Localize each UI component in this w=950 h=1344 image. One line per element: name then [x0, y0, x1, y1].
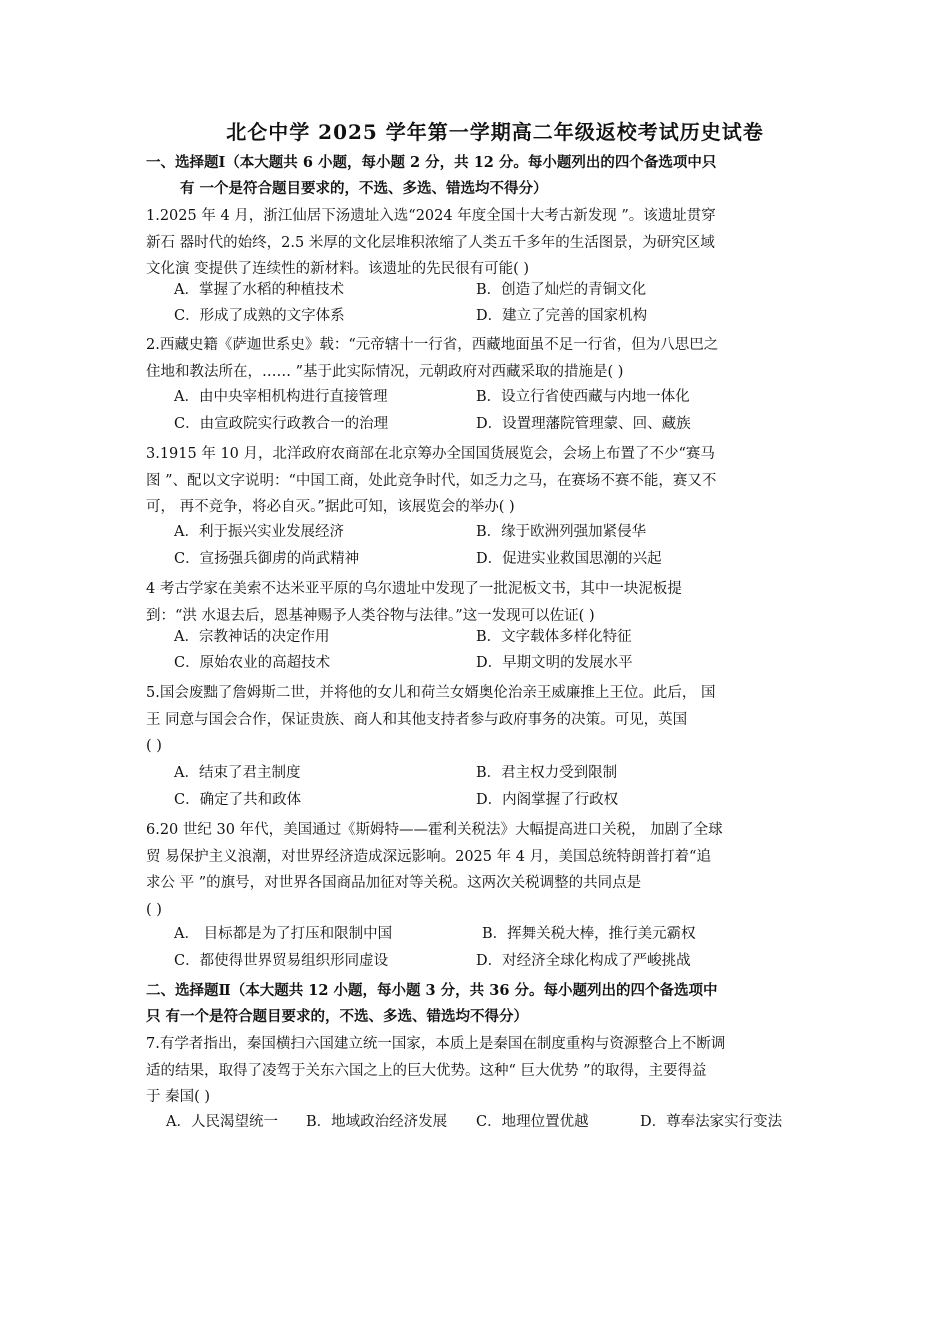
q4-option-d[interactable]: D．早期文明的发展水平: [476, 655, 633, 671]
question-7: [146, 1031, 812, 1111]
section-1-line1: 一、选择题Ⅰ（本大题共 6 小题，每小题 2 分，共 12 分。每小题列出的四个备选项中只: [146, 154, 717, 171]
q4-option-a[interactable]: A．宗教神话的决定作用: [174, 629, 330, 645]
question-6-line: 求公 平 ”的旗号，对世界各国商品加征对等关税。这两次关税调整的共同点是: [146, 875, 642, 891]
question-3-line: 3.1915 年 10 月，北洋政府农商部在北京筹办全国国货展览会，会场上布置了不少“赛马: [146, 446, 715, 462]
question-7-line: 于 秦国( ): [146, 1089, 211, 1105]
question-1-line: 文化演 变提供了连续性的新材料。该遗址的先民很有可能( ): [146, 261, 530, 277]
question-2-line: 2.西藏史籍《萨迦世系史》载：“元帝辖十一行省，西藏地面虽不足一行省，但为八思巴之: [146, 337, 719, 353]
q1-option-c[interactable]: C．形成了成熟的文字体系: [174, 308, 345, 324]
question-7-line: 适的结果，取得了凌驾于关东六国之上的巨大优势。这种“ 巨大优势 ”的取得，主要得益: [146, 1062, 707, 1079]
q3-option-a[interactable]: A．利于振兴实业发展经济: [174, 524, 344, 540]
section-2-heading: [146, 978, 812, 1030]
exam-title: 北仑中学 2025 学年第一学期高二年级返校考试历史试卷: [226, 120, 764, 144]
q2-option-b[interactable]: B．设立行省使西藏与内地一体化: [476, 389, 690, 405]
section-2-line2: 只 有一个是符合题目要求的，不选、多选、错选均不得分）: [146, 1008, 529, 1025]
q4-option-c[interactable]: C．原始农业的高超技术: [174, 655, 331, 671]
question-1-line: 新石 器时代的始终，2.5 米厚的文化层堆积浓缩了人类五千多年的生活图景，为研究区域: [146, 234, 715, 251]
question-3-line: 可， 再不竞争，将必自灭。”据此可知，该展览会的举办( ): [146, 499, 515, 515]
question-4-line: 4 考古学家在美索不达米亚平原的乌尔遗址中发现了一批泥板文书，其中一块泥板提: [146, 581, 682, 597]
q7-option-a[interactable]: A．人民渴望统一: [166, 1114, 278, 1130]
q1-option-a[interactable]: A．掌握了水稻的种植技术: [174, 282, 344, 298]
q3-option-b[interactable]: B．缘于欧洲列强加紧侵华: [476, 524, 647, 540]
q3-option-c[interactable]: C．宣扬强兵御虏的尚武精神: [174, 551, 360, 567]
question-3: [146, 441, 812, 521]
q1-option-d[interactable]: D．建立了完善的国家机构: [476, 308, 648, 324]
q1-option-b[interactable]: B．创造了灿烂的青铜文化: [476, 282, 647, 298]
question-1: [146, 203, 812, 283]
q3-option-d[interactable]: D．促进实业救国思潮的兴起: [476, 551, 662, 567]
q5-option-a[interactable]: A．结束了君主制度: [174, 765, 301, 781]
question-6: [146, 817, 812, 923]
question-5-line: 王 同意与国会合作，保证贵族、商人和其他支持者参与政府事务的决策。可见，英国: [146, 711, 688, 728]
q2-option-a[interactable]: A．由中央宰相机构进行直接管理: [174, 389, 388, 405]
q7-option-c[interactable]: C．地理位置优越: [476, 1114, 589, 1130]
q6-option-b[interactable]: B．挥舞关税大棒，推行美元霸权: [482, 926, 696, 942]
q5-option-d[interactable]: D．内阁掌握了行政权: [476, 792, 619, 808]
q2-option-c[interactable]: C．由宣政院实行政教合一的治理: [174, 416, 389, 432]
question-1-line: 1.2025 年 4 月，浙江仙居下汤遗址入选“2024 年度全国十大考古新发现 ”。该遗址贯穿: [146, 208, 716, 224]
q6-option-a[interactable]: A． 目标都是为了打压和限制中国: [174, 926, 393, 942]
question-4-line: 到：“洪 水退去后，恩基神赐予人类谷物与法律。”这一发现可以佐证( ): [146, 607, 595, 624]
question-7-line: 7.有学者指出，秦国横扫六国建立统一国家，本质上是秦国在制度重构与资源整合上不断调: [146, 1036, 726, 1052]
question-6-line: 贸 易保护主义浪潮，对世界经济造成深远影响。2025 年 4 月，美国总统特朗普打着“追: [146, 848, 711, 865]
section-1-line2: 有 一个是符合题目要求的，不选、多选、错选均不得分）: [180, 180, 548, 197]
q2-option-d[interactable]: D．设置理藩院管理蒙、回、藏族: [476, 416, 691, 432]
question-4: [146, 576, 812, 629]
section-2-line1: 二、选择题Ⅱ（本大题共 12 小题，每小题 3 分，共 36 分。每小题列出的四个备选项中: [146, 982, 718, 999]
question-6-line: 6.20 世纪 30 年代，美国通过《斯姆特——霍利关税法》大幅提高进口关税， 加剧了全球: [146, 822, 723, 838]
q4-option-b[interactable]: B．文字载体多样化特征: [476, 629, 632, 645]
q6-option-d[interactable]: D．对经济全球化构成了严峻挑战: [476, 953, 691, 969]
question-3-line: 图 ”、配以文字说明：“中国工商，处此竞争时代，如乏力之马，在赛场不赛不能，赛又不: [146, 472, 717, 489]
q7-option-b[interactable]: B．地域政治经济发展: [306, 1114, 448, 1130]
q5-option-b[interactable]: B．君主权力受到限制: [476, 765, 618, 781]
question-6-line: ( ): [146, 901, 162, 918]
q7-option-d[interactable]: D．尊奉法家实行变法: [640, 1114, 783, 1130]
section-1-heading: [146, 150, 812, 202]
q5-option-c[interactable]: C．确定了共和政体: [174, 792, 302, 808]
question-2: [146, 332, 812, 385]
question-2-line: 住地和教法所在，…… ”基于此实际情况，元朝政府对西藏采取的措施是( ): [146, 363, 624, 380]
question-5-line: 5.国会废黜了詹姆斯二世，并将他的女儿和荷兰女婿奥伦治亲王威廉推上王位。此后， 国: [146, 685, 716, 701]
question-5: [146, 680, 812, 760]
q6-option-c[interactable]: C．都使得世界贸易组织形同虚设: [174, 953, 389, 969]
question-5-line: ( ): [146, 738, 162, 754]
